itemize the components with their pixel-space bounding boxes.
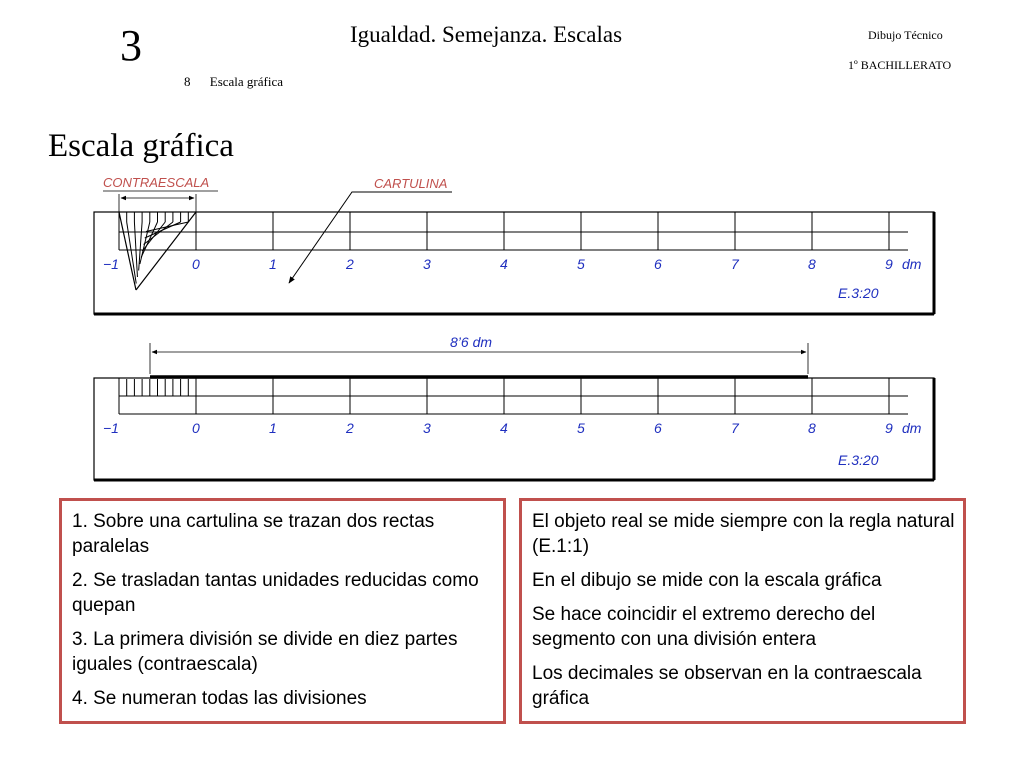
- header-subject: Dibujo Técnico: [868, 28, 943, 42]
- division-label: 2: [346, 420, 354, 436]
- division-label: −1: [103, 256, 119, 272]
- ruler-bottom-scale: E.3:20: [838, 452, 879, 468]
- step-item: 4. Se numeran todas las divisiones: [72, 688, 367, 709]
- note-item: El objeto real se mide siempre con la regla natural (E.1:1): [532, 511, 955, 557]
- ruler-bottom-unit: dm: [902, 420, 922, 436]
- header-course: 1º BACHILLERATO: [848, 58, 952, 72]
- division-label: 6: [654, 256, 662, 272]
- page-title: Escala gráfica: [48, 128, 234, 164]
- division-label: 1: [269, 256, 277, 272]
- step-item: 1. Sobre una cartulina se trazan dos rectas paralelas: [72, 511, 435, 557]
- division-label: 1: [269, 420, 277, 436]
- division-label: 9: [885, 420, 893, 436]
- note-item: Se hace coincidir el extremo derecho del segmento con una división entera: [532, 604, 876, 650]
- division-label: 4: [500, 420, 508, 436]
- division-label: 4: [500, 256, 508, 272]
- note-item: Los decimales se observan en la contraescala gráfica: [532, 663, 922, 709]
- cartulina-label: CARTULINA: [374, 176, 448, 191]
- measurement-label: 8’6 dm: [450, 334, 493, 350]
- division-label: 5: [577, 256, 585, 272]
- division-label: −1: [103, 420, 119, 436]
- ruler-bottom: [94, 377, 934, 480]
- note-item: En el dibujo se mide con la escala gráfica: [532, 570, 882, 591]
- division-label: 0: [192, 256, 200, 272]
- notes-box: [519, 498, 966, 724]
- division-label: 3: [423, 256, 431, 272]
- ruler-top: [94, 212, 934, 314]
- steps-box: [59, 498, 506, 724]
- chapter-number: 3: [120, 21, 142, 70]
- division-label: 2: [346, 256, 354, 272]
- contraescala-label: CONTRAESCALA: [103, 175, 210, 190]
- division-label: 8: [808, 420, 816, 436]
- ruler-top-unit: dm: [902, 256, 922, 272]
- division-label: 7: [731, 256, 739, 272]
- step-item: 2. Se trasladan tantas unidades reducidas como quepan: [72, 570, 479, 616]
- section-title: Escala gráfica: [209, 74, 284, 89]
- contraescala-annotation: [103, 175, 218, 214]
- division-label: 9: [885, 256, 893, 272]
- ruler-top-scale: E.3:20: [838, 285, 879, 301]
- division-label: 7: [731, 420, 739, 436]
- division-label: 5: [577, 420, 585, 436]
- division-label: 8: [808, 256, 816, 272]
- division-label: 3: [423, 420, 431, 436]
- header-title: Igualdad. Semejanza. Escalas: [350, 22, 623, 47]
- division-label: 6: [654, 420, 662, 436]
- measurement-dimension: [150, 334, 808, 374]
- step-item: 3. La primera división se divide en diez partes iguales (contraescala): [72, 629, 458, 675]
- division-label: 0: [192, 420, 200, 436]
- section-number: 8: [184, 74, 191, 89]
